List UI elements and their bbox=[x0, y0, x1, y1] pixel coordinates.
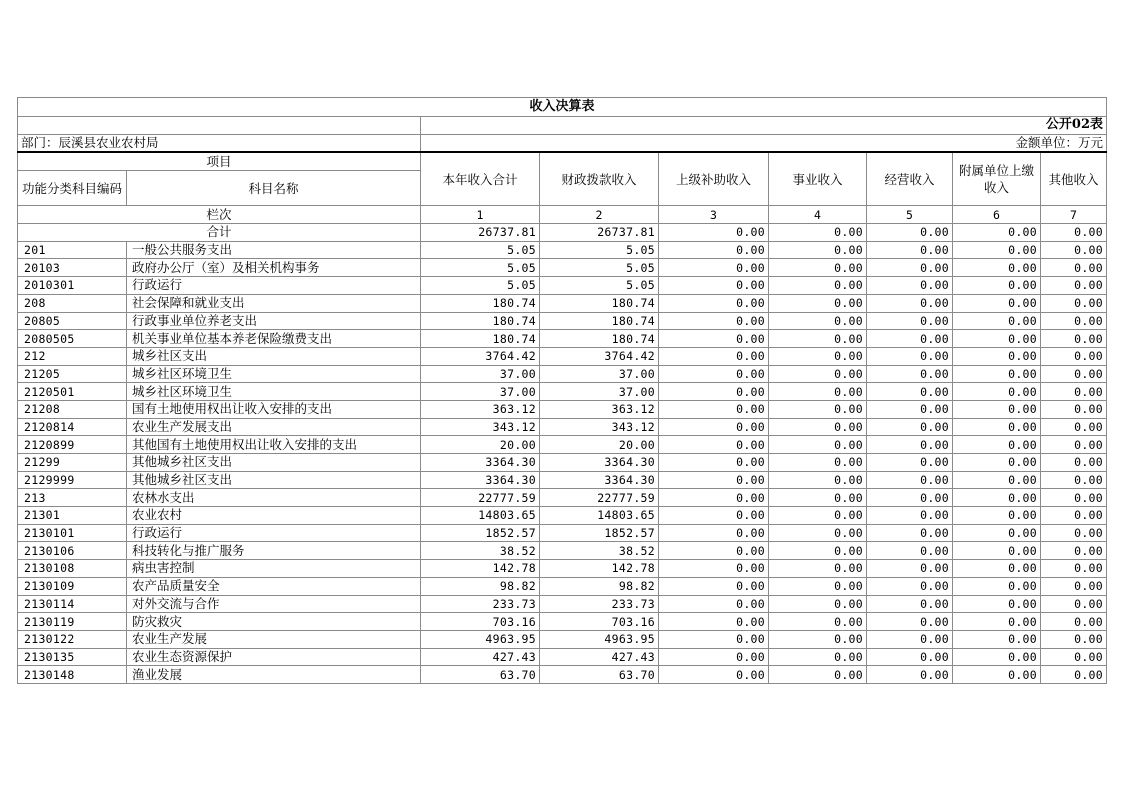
total-value: 0.00 bbox=[769, 224, 867, 242]
amount-cell: 0.00 bbox=[769, 489, 867, 507]
amount-cell: 0.00 bbox=[769, 241, 867, 259]
subject-code: 2130114 bbox=[18, 595, 127, 613]
amount-cell: 0.00 bbox=[659, 347, 769, 365]
amount-cell: 343.12 bbox=[421, 418, 540, 436]
amount-cell: 0.00 bbox=[953, 383, 1041, 401]
subject-name: 机关事业单位基本养老保险缴费支出 bbox=[127, 330, 421, 348]
amount-cell: 0.00 bbox=[953, 577, 1041, 595]
amount-cell: 0.00 bbox=[769, 542, 867, 560]
amount-cell: 0.00 bbox=[867, 241, 953, 259]
amount-cell: 22777.59 bbox=[421, 489, 540, 507]
amount-cell: 0.00 bbox=[867, 560, 953, 578]
total-value: 26737.81 bbox=[540, 224, 659, 242]
amount-cell: 0.00 bbox=[1041, 648, 1107, 666]
amount-cell: 0.00 bbox=[659, 489, 769, 507]
table-row bbox=[18, 542, 1107, 560]
subject-code: 20103 bbox=[18, 259, 127, 277]
amount-cell: 0.00 bbox=[867, 524, 953, 542]
amount-cell: 0.00 bbox=[1041, 400, 1107, 418]
table-row bbox=[18, 666, 1107, 684]
amount-cell: 0.00 bbox=[867, 383, 953, 401]
column-number: 1 bbox=[421, 206, 540, 224]
income-table bbox=[17, 97, 1107, 684]
subject-code: 201 bbox=[18, 241, 127, 259]
subject-code: 2010301 bbox=[18, 277, 127, 295]
subject-code: 2080505 bbox=[18, 330, 127, 348]
amount-cell: 0.00 bbox=[659, 471, 769, 489]
subject-name: 农业生态资源保护 bbox=[127, 648, 421, 666]
amount-cell: 0.00 bbox=[769, 294, 867, 312]
amount-cell: 0.00 bbox=[659, 577, 769, 595]
amount-cell: 0.00 bbox=[953, 294, 1041, 312]
subject-code: 2130119 bbox=[18, 613, 127, 631]
unit-label: 金额单位：万元 bbox=[421, 134, 1107, 152]
subject-name: 科技转化与推广服务 bbox=[127, 542, 421, 560]
subject-code: 2130135 bbox=[18, 648, 127, 666]
subject-name: 国有土地使用权出让收入安排的支出 bbox=[127, 400, 421, 418]
amount-cell: 0.00 bbox=[1041, 418, 1107, 436]
table-row bbox=[18, 613, 1107, 631]
amount-cell: 0.00 bbox=[769, 383, 867, 401]
subject-name: 城乡社区环境卫生 bbox=[127, 383, 421, 401]
table-row bbox=[18, 365, 1107, 383]
table-row bbox=[18, 400, 1107, 418]
amount-cell: 14803.65 bbox=[421, 507, 540, 525]
amount-cell: 0.00 bbox=[769, 330, 867, 348]
amount-cell: 98.82 bbox=[421, 577, 540, 595]
amount-cell: 703.16 bbox=[421, 613, 540, 631]
amount-cell: 0.00 bbox=[867, 542, 953, 560]
table-row bbox=[18, 524, 1107, 542]
amount-cell: 0.00 bbox=[953, 471, 1041, 489]
amount-cell: 0.00 bbox=[659, 613, 769, 631]
amount-cell: 0.00 bbox=[659, 312, 769, 330]
amount-cell: 0.00 bbox=[867, 400, 953, 418]
table-row bbox=[18, 454, 1107, 472]
amount-cell: 233.73 bbox=[540, 595, 659, 613]
subject-name: 行政运行 bbox=[127, 524, 421, 542]
table-row bbox=[18, 648, 1107, 666]
amount-cell: 233.73 bbox=[421, 595, 540, 613]
amount-cell: 5.05 bbox=[421, 241, 540, 259]
amount-cell: 0.00 bbox=[867, 347, 953, 365]
column-number-label: 栏次 bbox=[18, 206, 421, 224]
col-header-6: 附属单位上缴收入 bbox=[953, 152, 1041, 206]
amount-cell: 0.00 bbox=[953, 454, 1041, 472]
amount-cell: 0.00 bbox=[953, 524, 1041, 542]
amount-cell: 703.16 bbox=[540, 613, 659, 631]
subject-name: 农产品质量安全 bbox=[127, 577, 421, 595]
subject-name: 农林水支出 bbox=[127, 489, 421, 507]
amount-cell: 0.00 bbox=[769, 595, 867, 613]
amount-cell: 0.00 bbox=[769, 277, 867, 295]
amount-cell: 0.00 bbox=[953, 595, 1041, 613]
amount-cell: 363.12 bbox=[540, 400, 659, 418]
amount-cell: 0.00 bbox=[659, 436, 769, 454]
column-number: 7 bbox=[1041, 206, 1107, 224]
subject-name: 城乡社区环境卫生 bbox=[127, 365, 421, 383]
amount-cell: 0.00 bbox=[659, 241, 769, 259]
subject-code: 213 bbox=[18, 489, 127, 507]
amount-cell: 0.00 bbox=[953, 560, 1041, 578]
amount-cell: 0.00 bbox=[659, 330, 769, 348]
col-header-4: 事业收入 bbox=[769, 152, 867, 206]
amount-cell: 0.00 bbox=[867, 294, 953, 312]
amount-cell: 142.78 bbox=[421, 560, 540, 578]
subject-name: 渔业发展 bbox=[127, 666, 421, 684]
amount-cell: 0.00 bbox=[953, 241, 1041, 259]
table-row bbox=[18, 560, 1107, 578]
table-title: 收入决算表 bbox=[18, 98, 1107, 117]
amount-cell: 0.00 bbox=[867, 595, 953, 613]
amount-cell: 5.05 bbox=[540, 241, 659, 259]
table-row bbox=[18, 294, 1107, 312]
amount-cell: 0.00 bbox=[867, 418, 953, 436]
amount-cell: 0.00 bbox=[1041, 294, 1107, 312]
amount-cell: 0.00 bbox=[867, 330, 953, 348]
amount-cell: 180.74 bbox=[421, 330, 540, 348]
amount-cell: 5.05 bbox=[421, 259, 540, 277]
amount-cell: 37.00 bbox=[540, 383, 659, 401]
total-value: 0.00 bbox=[867, 224, 953, 242]
amount-cell: 0.00 bbox=[953, 630, 1041, 648]
subject-code: 2120501 bbox=[18, 383, 127, 401]
income-statement-sheet bbox=[17, 97, 1106, 684]
amount-cell: 0.00 bbox=[769, 507, 867, 525]
amount-cell: 0.00 bbox=[769, 630, 867, 648]
amount-cell: 5.05 bbox=[540, 277, 659, 295]
total-value: 0.00 bbox=[953, 224, 1041, 242]
amount-cell: 0.00 bbox=[769, 471, 867, 489]
amount-cell: 1852.57 bbox=[540, 524, 659, 542]
table-row bbox=[18, 312, 1107, 330]
amount-cell: 0.00 bbox=[769, 436, 867, 454]
amount-cell: 0.00 bbox=[1041, 577, 1107, 595]
project-header: 项目 bbox=[18, 152, 421, 171]
amount-cell: 427.43 bbox=[421, 648, 540, 666]
amount-cell: 180.74 bbox=[421, 294, 540, 312]
amount-cell: 0.00 bbox=[769, 524, 867, 542]
amount-cell: 0.00 bbox=[769, 365, 867, 383]
subject-name-header: 科目名称 bbox=[127, 171, 421, 206]
subject-name: 城乡社区支出 bbox=[127, 347, 421, 365]
amount-cell: 20.00 bbox=[421, 436, 540, 454]
amount-cell: 0.00 bbox=[1041, 613, 1107, 631]
amount-cell: 0.00 bbox=[953, 436, 1041, 454]
col-header-2: 财政拨款收入 bbox=[540, 152, 659, 206]
amount-cell: 0.00 bbox=[1041, 524, 1107, 542]
amount-cell: 37.00 bbox=[540, 365, 659, 383]
amount-cell: 0.00 bbox=[659, 383, 769, 401]
subject-name: 农业生产发展支出 bbox=[127, 418, 421, 436]
column-number: 3 bbox=[659, 206, 769, 224]
column-number: 6 bbox=[953, 206, 1041, 224]
amount-cell: 0.00 bbox=[1041, 277, 1107, 295]
subject-code: 2130148 bbox=[18, 666, 127, 684]
amount-cell: 38.52 bbox=[421, 542, 540, 560]
total-value: 0.00 bbox=[1041, 224, 1107, 242]
amount-cell: 0.00 bbox=[953, 312, 1041, 330]
subject-name: 对外交流与合作 bbox=[127, 595, 421, 613]
subject-name: 社会保障和就业支出 bbox=[127, 294, 421, 312]
amount-cell: 0.00 bbox=[867, 312, 953, 330]
amount-cell: 363.12 bbox=[421, 400, 540, 418]
amount-cell: 0.00 bbox=[659, 630, 769, 648]
amount-cell: 0.00 bbox=[953, 277, 1041, 295]
amount-cell: 0.00 bbox=[659, 507, 769, 525]
amount-cell: 0.00 bbox=[659, 418, 769, 436]
amount-cell: 0.00 bbox=[659, 524, 769, 542]
amount-cell: 180.74 bbox=[421, 312, 540, 330]
amount-cell: 0.00 bbox=[953, 347, 1041, 365]
amount-cell: 0.00 bbox=[659, 666, 769, 684]
table-row bbox=[18, 418, 1107, 436]
total-label: 合计 bbox=[18, 224, 421, 242]
subject-name: 农业生产发展 bbox=[127, 630, 421, 648]
amount-cell: 0.00 bbox=[953, 666, 1041, 684]
amount-cell: 0.00 bbox=[659, 454, 769, 472]
subject-code: 2130106 bbox=[18, 542, 127, 560]
amount-cell: 427.43 bbox=[540, 648, 659, 666]
amount-cell: 5.05 bbox=[540, 259, 659, 277]
amount-cell: 0.00 bbox=[769, 560, 867, 578]
amount-cell: 0.00 bbox=[1041, 471, 1107, 489]
amount-cell: 3764.42 bbox=[540, 347, 659, 365]
amount-cell: 0.00 bbox=[867, 436, 953, 454]
table-row bbox=[18, 595, 1107, 613]
table-row bbox=[18, 630, 1107, 648]
table-row bbox=[18, 347, 1107, 365]
amount-cell: 14803.65 bbox=[540, 507, 659, 525]
amount-cell: 4963.95 bbox=[540, 630, 659, 648]
amount-cell: 3364.30 bbox=[421, 471, 540, 489]
subject-name: 农业农村 bbox=[127, 507, 421, 525]
amount-cell: 0.00 bbox=[867, 259, 953, 277]
amount-cell: 0.00 bbox=[769, 347, 867, 365]
amount-cell: 0.00 bbox=[953, 648, 1041, 666]
amount-cell: 0.00 bbox=[1041, 383, 1107, 401]
subject-name: 一般公共服务支出 bbox=[127, 241, 421, 259]
amount-cell: 63.70 bbox=[540, 666, 659, 684]
amount-cell: 1852.57 bbox=[421, 524, 540, 542]
amount-cell: 0.00 bbox=[1041, 454, 1107, 472]
amount-cell: 0.00 bbox=[1041, 241, 1107, 259]
col-header-1: 本年收入合计 bbox=[421, 152, 540, 206]
amount-cell: 0.00 bbox=[1041, 630, 1107, 648]
amount-cell: 63.70 bbox=[421, 666, 540, 684]
col-header-7: 其他收入 bbox=[1041, 152, 1107, 206]
amount-cell: 0.00 bbox=[769, 577, 867, 595]
subject-code: 21299 bbox=[18, 454, 127, 472]
amount-cell: 3364.30 bbox=[421, 454, 540, 472]
table-row bbox=[18, 277, 1107, 295]
amount-cell: 0.00 bbox=[867, 454, 953, 472]
column-number: 2 bbox=[540, 206, 659, 224]
amount-cell: 0.00 bbox=[659, 294, 769, 312]
amount-cell: 0.00 bbox=[1041, 365, 1107, 383]
column-number: 4 bbox=[769, 206, 867, 224]
amount-cell: 3364.30 bbox=[540, 454, 659, 472]
subject-name: 其他城乡社区支出 bbox=[127, 471, 421, 489]
table-row bbox=[18, 471, 1107, 489]
amount-cell: 0.00 bbox=[953, 259, 1041, 277]
amount-cell: 5.05 bbox=[421, 277, 540, 295]
subject-name: 政府办公厅（室）及相关机构事务 bbox=[127, 259, 421, 277]
table-row bbox=[18, 436, 1107, 454]
amount-cell: 0.00 bbox=[769, 418, 867, 436]
total-value: 0.00 bbox=[659, 224, 769, 242]
amount-cell: 0.00 bbox=[953, 542, 1041, 560]
form-code: 公开02表 bbox=[421, 117, 1107, 135]
amount-cell: 0.00 bbox=[1041, 347, 1107, 365]
col-header-3: 上级补助收入 bbox=[659, 152, 769, 206]
subject-code: 2129999 bbox=[18, 471, 127, 489]
subject-code: 2130109 bbox=[18, 577, 127, 595]
amount-cell: 0.00 bbox=[1041, 330, 1107, 348]
table-row bbox=[18, 241, 1107, 259]
amount-cell: 0.00 bbox=[769, 259, 867, 277]
amount-cell: 0.00 bbox=[659, 277, 769, 295]
subject-code: 2130108 bbox=[18, 560, 127, 578]
amount-cell: 0.00 bbox=[867, 365, 953, 383]
table-row bbox=[18, 489, 1107, 507]
amount-cell: 0.00 bbox=[659, 595, 769, 613]
amount-cell: 0.00 bbox=[769, 400, 867, 418]
amount-cell: 37.00 bbox=[421, 365, 540, 383]
subject-code: 2130101 bbox=[18, 524, 127, 542]
amount-cell: 0.00 bbox=[659, 560, 769, 578]
func-code-header: 功能分类科目编码 bbox=[18, 171, 127, 206]
amount-cell: 20.00 bbox=[540, 436, 659, 454]
amount-cell: 0.00 bbox=[867, 648, 953, 666]
subject-name: 病虫害控制 bbox=[127, 560, 421, 578]
amount-cell: 3764.42 bbox=[421, 347, 540, 365]
subject-name: 防灾救灾 bbox=[127, 613, 421, 631]
table-row bbox=[18, 577, 1107, 595]
amount-cell: 0.00 bbox=[659, 259, 769, 277]
table-row bbox=[18, 507, 1107, 525]
amount-cell: 0.00 bbox=[1041, 507, 1107, 525]
subject-code: 21205 bbox=[18, 365, 127, 383]
amount-cell: 0.00 bbox=[953, 489, 1041, 507]
amount-cell: 0.00 bbox=[953, 330, 1041, 348]
col-header-5: 经营收入 bbox=[867, 152, 953, 206]
total-value: 26737.81 bbox=[421, 224, 540, 242]
amount-cell: 4963.95 bbox=[421, 630, 540, 648]
subject-code: 208 bbox=[18, 294, 127, 312]
amount-cell: 0.00 bbox=[659, 648, 769, 666]
amount-cell: 0.00 bbox=[1041, 542, 1107, 560]
amount-cell: 0.00 bbox=[867, 613, 953, 631]
subject-code: 21301 bbox=[18, 507, 127, 525]
amount-cell: 0.00 bbox=[867, 277, 953, 295]
amount-cell: 0.00 bbox=[953, 400, 1041, 418]
subject-name: 行政运行 bbox=[127, 277, 421, 295]
amount-cell: 0.00 bbox=[1041, 436, 1107, 454]
amount-cell: 0.00 bbox=[867, 507, 953, 525]
amount-cell: 142.78 bbox=[540, 560, 659, 578]
amount-cell: 38.52 bbox=[540, 542, 659, 560]
table-row bbox=[18, 383, 1107, 401]
amount-cell: 0.00 bbox=[769, 312, 867, 330]
amount-cell: 0.00 bbox=[953, 613, 1041, 631]
amount-cell: 0.00 bbox=[953, 365, 1041, 383]
total-row bbox=[18, 224, 1107, 242]
amount-cell: 0.00 bbox=[659, 542, 769, 560]
subject-code: 21208 bbox=[18, 400, 127, 418]
amount-cell: 0.00 bbox=[659, 400, 769, 418]
subject-name: 行政事业单位养老支出 bbox=[127, 312, 421, 330]
subject-code: 2130122 bbox=[18, 630, 127, 648]
amount-cell: 0.00 bbox=[867, 666, 953, 684]
amount-cell: 0.00 bbox=[953, 507, 1041, 525]
amount-cell: 180.74 bbox=[540, 330, 659, 348]
amount-cell: 0.00 bbox=[769, 613, 867, 631]
amount-cell: 0.00 bbox=[769, 666, 867, 684]
table-row bbox=[18, 259, 1107, 277]
subject-code: 20805 bbox=[18, 312, 127, 330]
amount-cell: 37.00 bbox=[421, 383, 540, 401]
amount-cell: 3364.30 bbox=[540, 471, 659, 489]
department-label: 部门：辰溪县农业农村局 bbox=[18, 134, 421, 152]
amount-cell: 0.00 bbox=[953, 418, 1041, 436]
amount-cell: 0.00 bbox=[1041, 312, 1107, 330]
amount-cell: 180.74 bbox=[540, 312, 659, 330]
amount-cell: 0.00 bbox=[1041, 666, 1107, 684]
amount-cell: 0.00 bbox=[1041, 259, 1107, 277]
subject-code: 212 bbox=[18, 347, 127, 365]
subject-name: 其他国有土地使用权出让收入安排的支出 bbox=[127, 436, 421, 454]
amount-cell: 0.00 bbox=[867, 489, 953, 507]
amount-cell: 0.00 bbox=[1041, 489, 1107, 507]
table-row bbox=[18, 330, 1107, 348]
amount-cell: 0.00 bbox=[659, 365, 769, 383]
amount-cell: 0.00 bbox=[867, 630, 953, 648]
column-number: 5 bbox=[867, 206, 953, 224]
subject-code: 2120814 bbox=[18, 418, 127, 436]
amount-cell: 0.00 bbox=[867, 577, 953, 595]
amount-cell: 180.74 bbox=[540, 294, 659, 312]
subject-name: 其他城乡社区支出 bbox=[127, 454, 421, 472]
blank-cell bbox=[18, 117, 421, 135]
amount-cell: 0.00 bbox=[867, 471, 953, 489]
amount-cell: 343.12 bbox=[540, 418, 659, 436]
amount-cell: 0.00 bbox=[769, 454, 867, 472]
amount-cell: 22777.59 bbox=[540, 489, 659, 507]
amount-cell: 98.82 bbox=[540, 577, 659, 595]
subject-code: 2120899 bbox=[18, 436, 127, 454]
amount-cell: 0.00 bbox=[769, 648, 867, 666]
amount-cell: 0.00 bbox=[1041, 560, 1107, 578]
amount-cell: 0.00 bbox=[1041, 595, 1107, 613]
